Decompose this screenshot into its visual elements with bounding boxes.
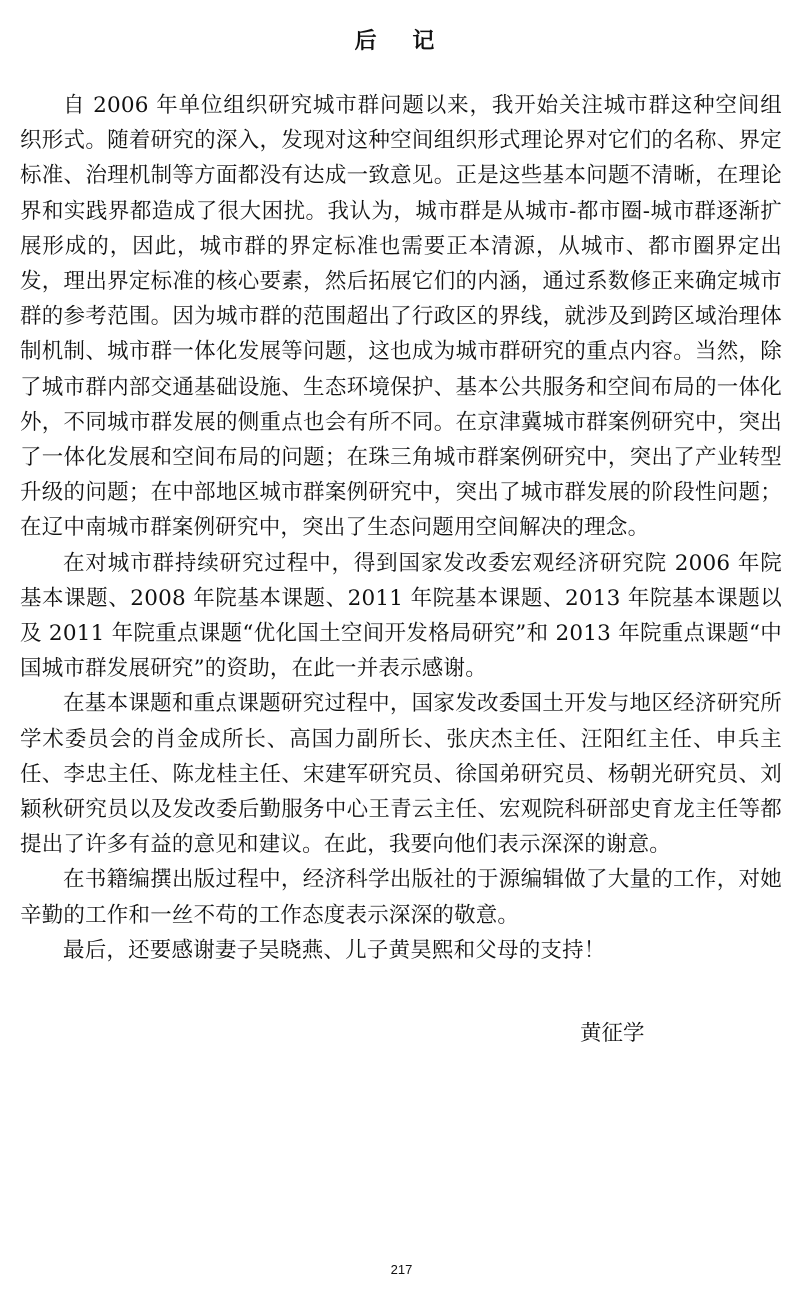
paragraph-2: 在对城市群持续研究过程中，得到国家发改委宏观经济研究院 2006 年院基本课题、2008 年院基本课题、2011 年院基本课题、2013 年院基本课题以及 2011 年院重点课题“优化国土空间开发格局研究”和 2013 年院重点课题“中国城市群发展研究”的资助，在此一并表示感谢。 xyxy=(20,550,782,682)
paragraph-1: 自 2006 年单位组织研究城市群问题以来，我开始关注城市群这种空间组织形式。随着研究的深入，发现对这种空间组织形式理论界对它们的名称、界定标准、治理机制等方面都没有达成一致意见。正是这些基本问题不清晰，在理论界和实践界都造成了很大困扰。我认为，城市群是从城市-都市圈-城市群逐渐扩展形成的，因此，城市群的界定标准也需要正本清源，从城市、都市圈界定出发，理出界定标准的核心要素，然后拓展它们的内涵，通过系数修正来确定城市群的参考范围。因为城市群的范围超出了行政区的界线，就涉及到跨区域治理体制机制、城市群一体化发展等问题，这也成为城市群研究的重点内容。当然，除了城市群内部交通基础设施、生态环境保护、基本公共服务和空间布局的一体化外，不同城市群发展的侧重点也会有所不同。在京津冀城市群案例研究中，突出了一体化发展和空间布局的问题；在珠三角城市群案例研究中，突出了产业转型升级的问题；在中部地区城市群案例研究中，突出了城市群发展的阶段性问题；在辽中南城市群案例研究中，突出了生态问题用空间解决的理念。 xyxy=(20,93,782,541)
page-number: 217 xyxy=(390,1262,413,1277)
paragraph-4: 在书籍编撰出版过程中，经济科学出版社的于源编辑做了大量的工作，对她辛勤的工作和一丝不苟的工作态度表示深深的敬意。 xyxy=(20,867,782,928)
author-signature: 黄征学 xyxy=(580,1021,645,1046)
page-title: 后 记 xyxy=(354,28,449,54)
paragraph-5: 最后，还要感谢妻子吴晓燕、儿子黄昊熙和父母的支持！ xyxy=(63,937,606,963)
body-text xyxy=(20,88,782,968)
paragraph-3: 在基本课题和重点课题研究过程中，国家发改委国土开发与地区经济研究所学术委员会的肖金成所长、高国力副所长、张庆杰主任、汪阳红主任、申兵主任、李忠主任、陈龙桂主任、宋建军研究员、徐国弟研究员、杨朝光研究员、刘颖秋研究员以及发改委后勤服务中心王青云主任、宏观院科研部史育龙主任等都提出了许多有益的意见和建议。在此，我要向他们表示深深的谢意。 xyxy=(20,691,782,858)
